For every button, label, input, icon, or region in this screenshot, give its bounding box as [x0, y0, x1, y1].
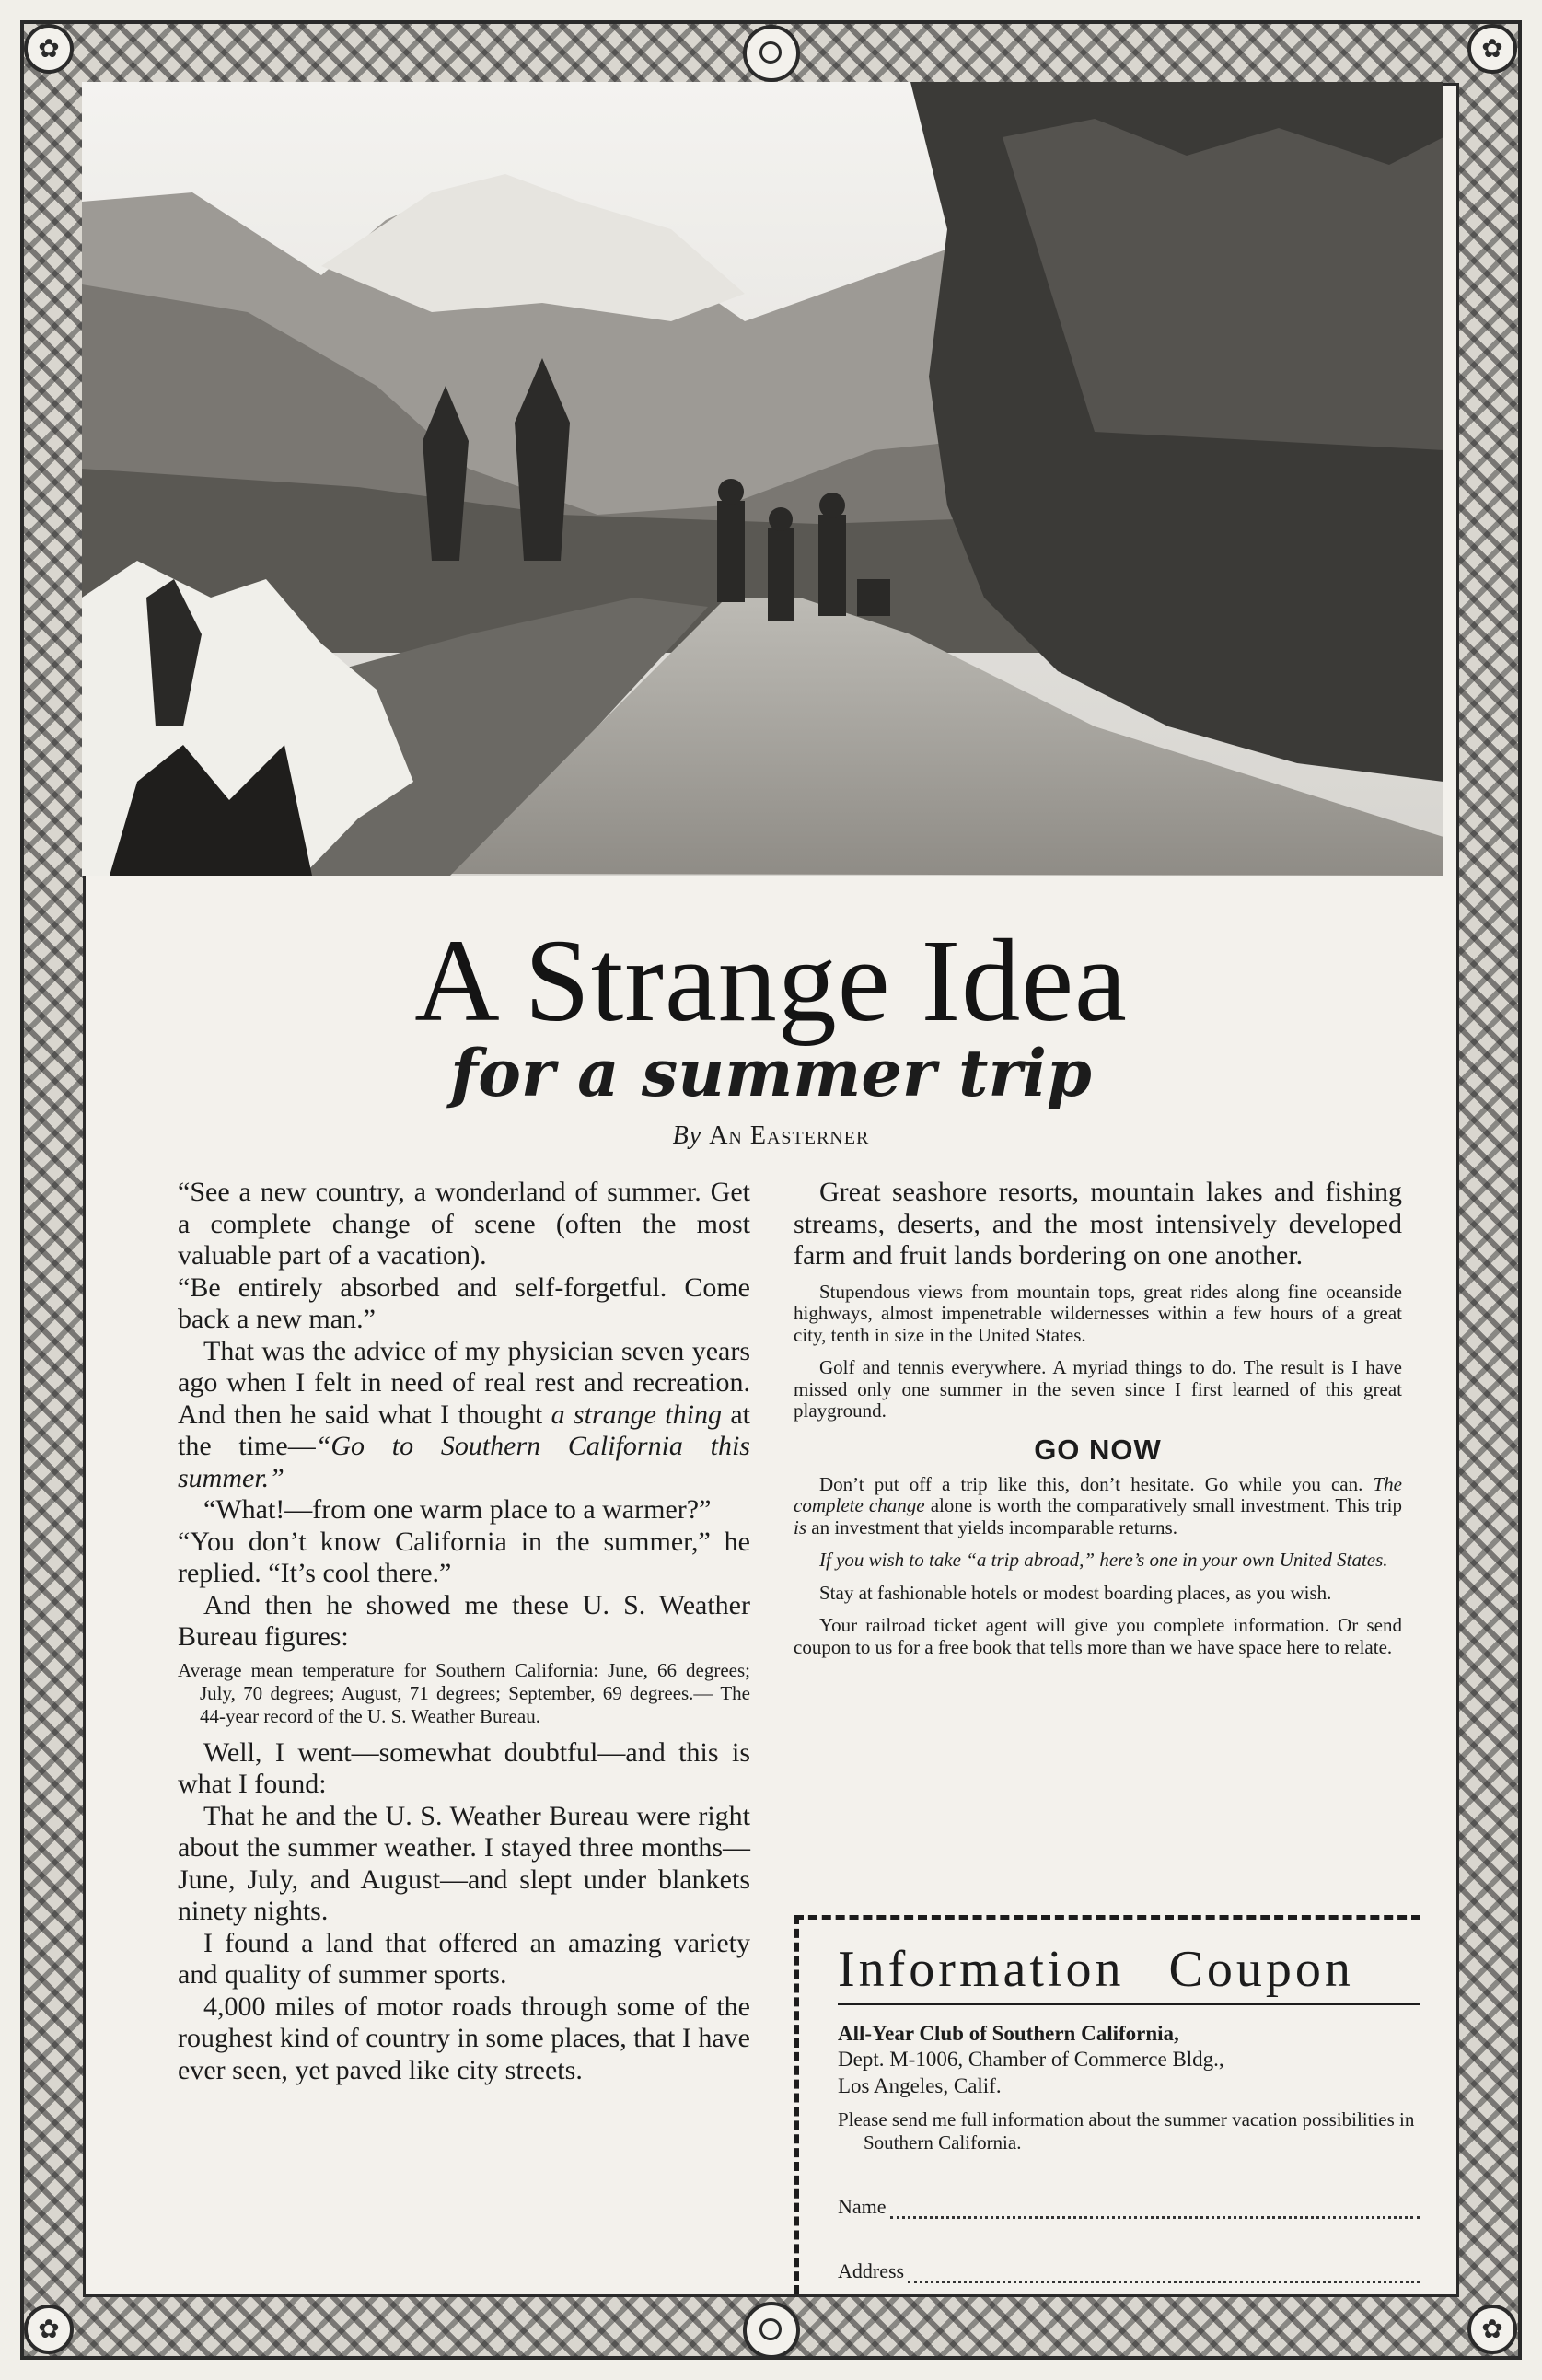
paragraph: And then he showed me these U. S. Weather Bureau figures:	[178, 1589, 750, 1652]
text-run: That was the advice of my physician seven years ago when I felt in need of real rest and recreation. And then he said what I thought	[178, 1335, 750, 1430]
paragraph: Your railroad ticket agent will give you complete information. Or send coupon to us for a free book that tells more than we have space here to relate.	[794, 1614, 1402, 1658]
paragraph	[178, 1336, 750, 1495]
emphasis: a strange thing	[551, 1399, 722, 1430]
emphasis: is	[794, 1515, 807, 1538]
corner-ornament-icon: ✿	[1467, 2305, 1517, 2354]
paragraph: Well, I went—somewhat doubtful—and this is what I found:	[178, 1736, 750, 1799]
right-column	[794, 1177, 1402, 1669]
paragraph: 4,000 miles of motor roads through some of the roughest kind of country in some places, that I have ever seen, yet paved like city streets.	[178, 1991, 750, 2085]
corner-ornament-icon: ✿	[24, 2305, 74, 2354]
paragraph: That he and the U. S. Weather Bureau were right about the summer weather. I stayed three months—June, July, and August—and slept under blankets ninety nights.	[178, 1800, 750, 1926]
paragraph: “Be entirely absorbed and self-forgetful. Come back a new man.”	[178, 1271, 750, 1334]
text-run: Don’t put off a trip like this, don’t hesitate. Go while you can.	[819, 1472, 1363, 1495]
byline-by: By	[672, 1121, 702, 1150]
paragraph: “What!—from one warm place to a warmer?”	[203, 1494, 712, 1525]
corner-ornament-icon: ✿	[1467, 24, 1517, 74]
address-field[interactable]	[838, 2259, 1420, 2283]
paragraph	[794, 1474, 1402, 1539]
go-now-heading: GO NOW	[1034, 1433, 1162, 1466]
paragraph: Great seashore resorts, mountain lakes and fishing streams, deserts, and the most intensively developed farm and fruit lands bordering on one another.	[794, 1177, 1402, 1271]
name-field[interactable]	[838, 2195, 1420, 2219]
emphasis: The complete change	[794, 1472, 1402, 1516]
text-run: at the time—	[178, 1399, 751, 1461]
coupon-dept: Dept. M-1006, Chamber of Commerce Bldg.,	[838, 2048, 1224, 2071]
paragraph: Stupendous views from mountain tops, great rides along fine oceanside highways, almost impenetrable wildernesses within a few hours of a great city, tenth in size in the United States.	[794, 1280, 1402, 1346]
coupon-city: Los Angeles, Calif.	[838, 2074, 1002, 2097]
paragraph: Stay at fashionable hotels or modest boarding places, as you wish.	[819, 1581, 1332, 1604]
emphasis: “Go to Southern California this summer.”	[178, 1431, 750, 1493]
paragraph: Golf and tennis everywhere. A myriad things to do. The result is I have missed only one summer in the seven since I first learned of this great playground.	[794, 1356, 1402, 1422]
paragraph: I found a land that offered an amazing variety and quality of summer sports.	[178, 1927, 750, 1990]
information-coupon[interactable]	[794, 1915, 1420, 2294]
subhead: for a summer trip	[450, 1035, 1092, 1111]
paragraph: “You don’t know California in the summer,” he replied. “It’s cool there.”	[178, 1526, 750, 1588]
name-label: Name	[838, 2195, 887, 2218]
landscape-photograph	[82, 82, 1443, 876]
byline-author: An Easterner	[709, 1121, 870, 1150]
text-run: an investment that yields incomparable returns.	[811, 1515, 1177, 1538]
byline	[0, 1121, 1542, 1151]
address-line[interactable]	[908, 2264, 1420, 2283]
coupon-title: Information Coupon	[838, 1940, 1420, 2005]
paragraph: If you wish to take “a trip abroad,” here’s one in your own United States.	[819, 1549, 1388, 1571]
coupon-request: Please send me full information about the summer vacation possibilities in Southern California.	[838, 2108, 1415, 2154]
coupon-org: All-Year Club of Southern California,	[838, 2022, 1179, 2045]
bottom-medallion-icon	[743, 2302, 800, 2359]
name-line[interactable]	[890, 2200, 1420, 2219]
address-label: Address	[838, 2259, 905, 2282]
text-run: alone is worth the comparatively small investment. This trip	[930, 1494, 1403, 1516]
corner-ornament-icon: ✿	[24, 24, 74, 74]
left-column	[178, 1177, 750, 2086]
paragraph: “See a new country, a wonderland of summer. Get a complete change of scene (often the most valuable part of a vacation).	[178, 1177, 750, 1271]
headline: A Strange Idea	[414, 915, 1128, 1046]
weather-note: Average mean temperature for Southern California: June, 66 degrees; July, 70 degrees; August, 71 degrees; September, 69 degrees.— The 44-year record of the U. S. Weather Bureau.	[178, 1658, 750, 1727]
top-medallion-icon	[743, 25, 800, 82]
